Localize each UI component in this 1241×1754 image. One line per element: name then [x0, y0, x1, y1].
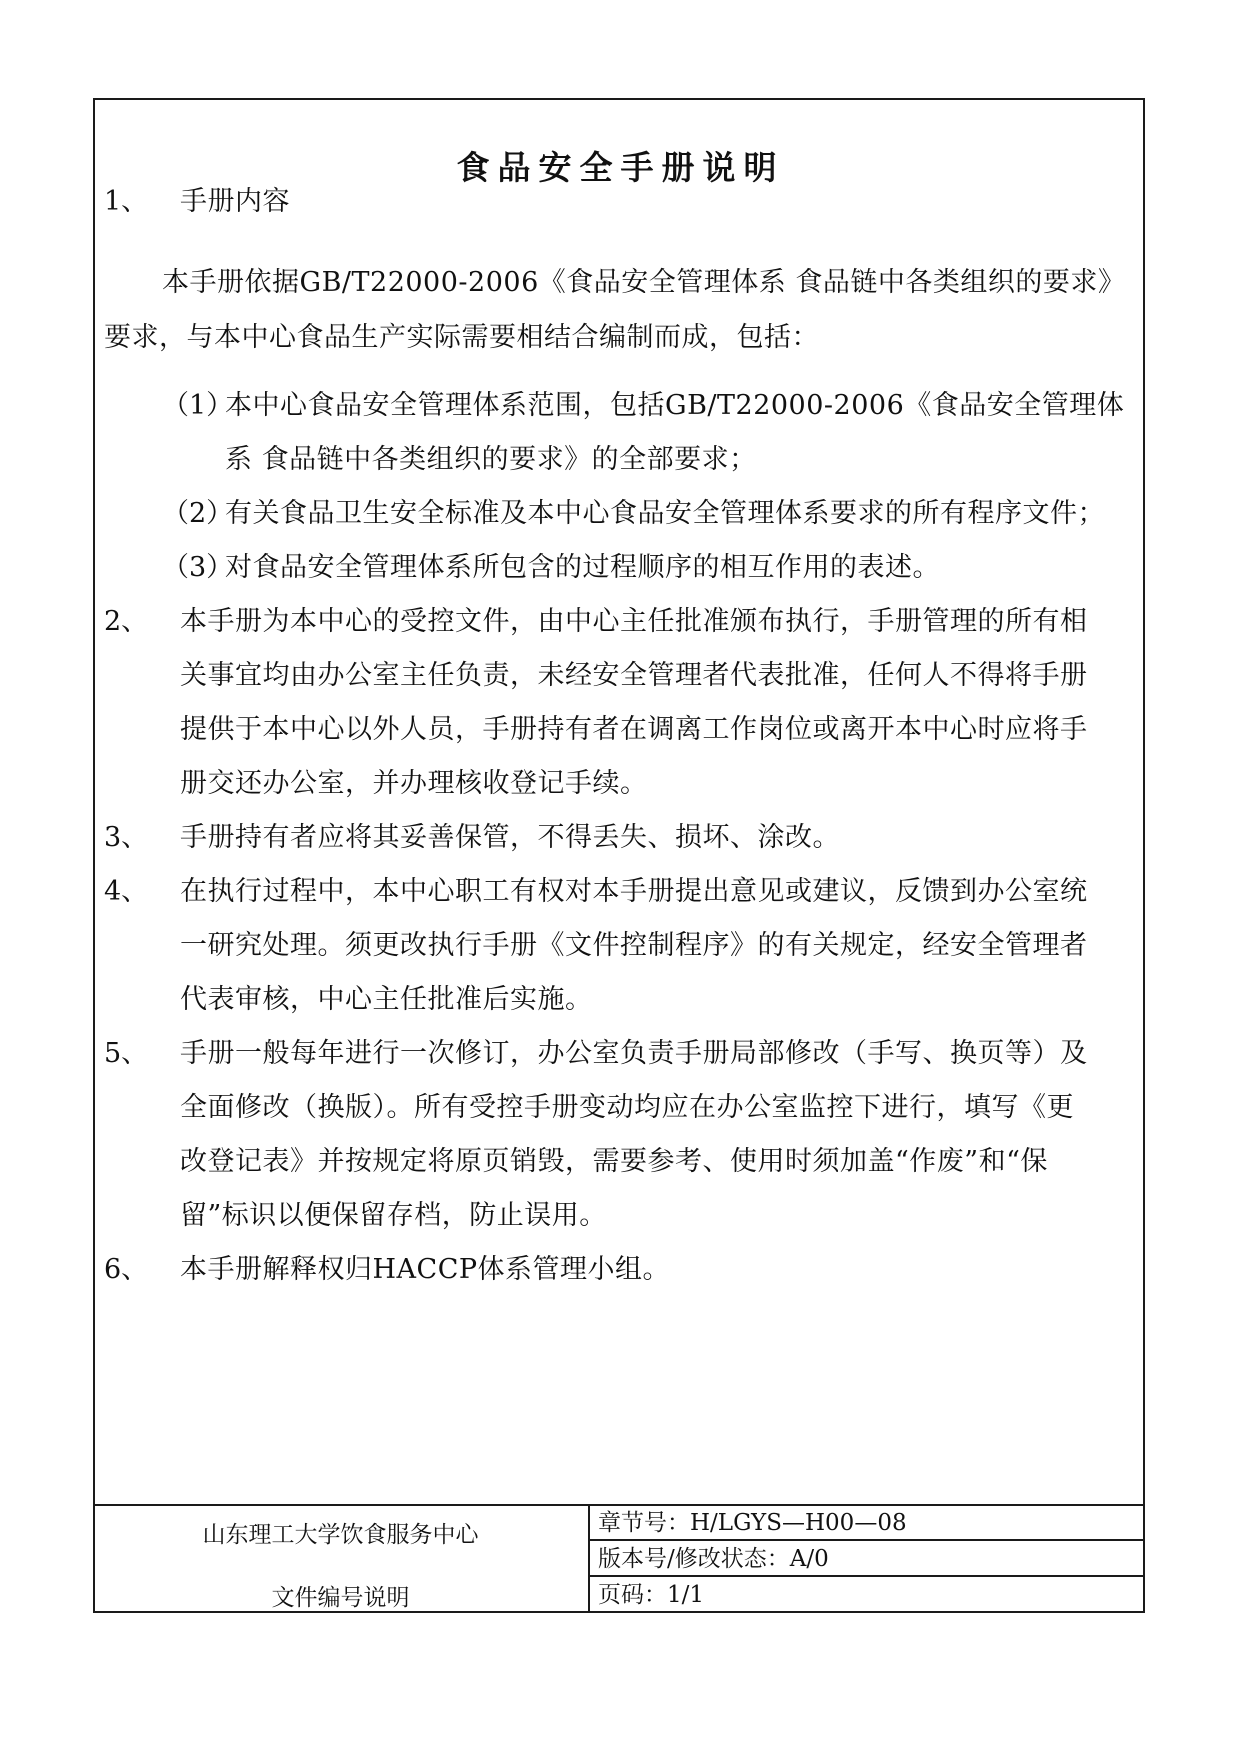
subitem-label: （1）: [162, 390, 234, 421]
document-footer-table: [93, 1504, 1145, 1613]
footer-version: 版本号/修改状态：A/0: [590, 1542, 1145, 1577]
item-line: 全面修改（换版）。所有受控手册变动均应在办公室监控下进行，填写《更: [180, 1092, 1074, 1123]
item-line: 留”标识以便保留存档，防止误用。: [180, 1200, 607, 1231]
item-number: 1、: [104, 186, 149, 217]
subitem-label: （2）: [162, 498, 234, 529]
paragraph-line: 本手册依据GB/T22000-2006《食品安全管理体系 食品链中各类组织的要求》: [162, 267, 1126, 298]
footer-left-cell: [93, 1506, 590, 1613]
item-line: 册交还办公室，并办理核收登记手续。: [180, 768, 648, 799]
footer-organization: 山东理工大学饮食服务中心: [202, 1522, 479, 1548]
item-heading: 手册内容: [180, 186, 290, 217]
footer-doc-title: 文件编号说明: [271, 1585, 410, 1611]
item-line: 提供于本中心以外人员，手册持有者在调离工作岗位或离开本中心时应将手: [180, 714, 1088, 745]
item-line: 本手册解释权归HACCP体系管理小组。: [180, 1254, 671, 1285]
item-number: 4、: [104, 876, 149, 907]
subitem-line: 有关食品卫生安全标准及本中心食品安全管理体系要求的所有程序文件；: [225, 498, 1105, 529]
footer-page: 页码：1/1: [598, 1582, 705, 1608]
subitem-line: 本中心食品安全管理体系范围，包括GB/T22000-2006《食品安全管理体: [225, 390, 1125, 421]
subitem-label: （3）: [162, 552, 234, 583]
subitem-line: 对食品安全管理体系所包含的过程顺序的相互作用的表述。: [225, 552, 940, 583]
subitem-line: 系 食品链中各类组织的要求》的全部要求；: [225, 444, 757, 475]
item-line: 手册持有者应将其妥善保管，不得丢失、损坏、涂改。: [180, 822, 840, 853]
footer-right-cell: [590, 1506, 1145, 1613]
item-line: 一研究处理。须更改执行手册《文件控制程序》的有关规定，经安全管理者: [180, 930, 1088, 961]
item-line: 在执行过程中，本中心职工有权对本手册提出意见或建议，反馈到办公室统: [180, 876, 1088, 907]
item-line: 改登记表》并按规定将原页销毁，需要参考、使用时须加盖“作废”和“保: [180, 1146, 1048, 1177]
item-number: 2、: [104, 606, 149, 637]
paragraph-line: 要求，与本中心食品生产实际需要相结合编制而成，包括：: [104, 322, 819, 353]
item-number: 5、: [104, 1038, 149, 1069]
item-line: 代表审核，中心主任批准后实施。: [180, 984, 593, 1015]
item-line: 手册一般每年进行一次修订，办公室负责手册局部修改（手写、换页等）及: [180, 1038, 1088, 1069]
footer-chapter: 章节号：H/LGYS—H00—08: [590, 1506, 1145, 1541]
item-number: 3、: [104, 822, 149, 853]
item-line: 关事宜均由办公室主任负责，未经安全管理者代表批准，任何人不得将手册: [180, 660, 1088, 691]
item-line: 本手册为本中心的受控文件，由中心主任批准颁布执行，手册管理的所有相: [180, 606, 1088, 637]
page-title: 食品安全手册说明: [456, 148, 785, 187]
item-number: 6、: [104, 1254, 149, 1285]
